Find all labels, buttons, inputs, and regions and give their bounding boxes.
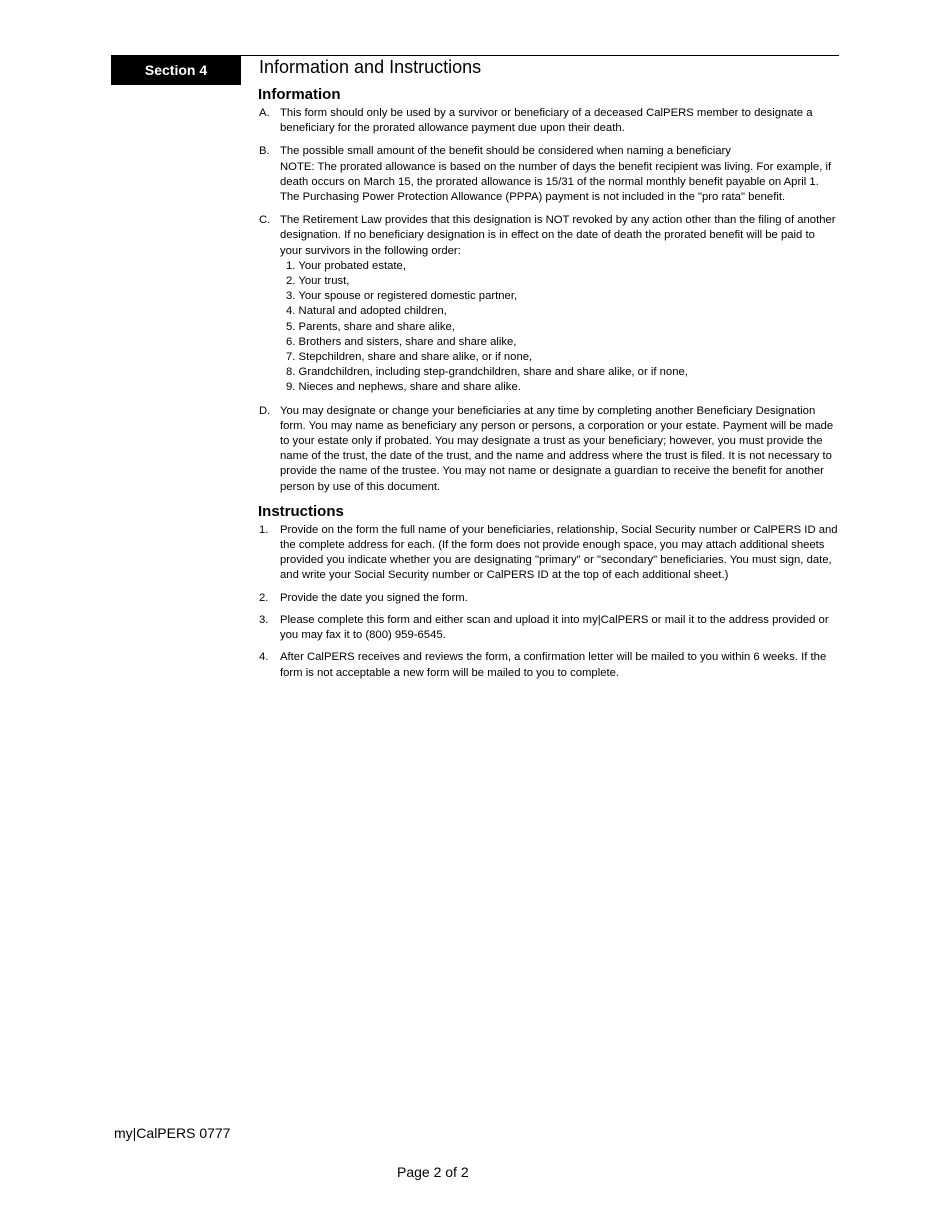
list-item: 1. Your probated estate, <box>286 259 406 272</box>
item-marker: 2. <box>259 591 269 604</box>
list-item: 3. Your spouse or registered domestic partner, <box>286 290 518 303</box>
item-marker: B. <box>259 145 270 158</box>
section-title: Information and Instructions <box>259 57 482 77</box>
information-heading: Information <box>258 86 341 103</box>
section-content <box>258 56 838 688</box>
item-marker: 1. <box>259 523 269 536</box>
item-marker: 4. <box>259 651 269 664</box>
information-item-d <box>258 404 838 495</box>
item-text: You may designate or change your beneficiaries at any time by completing another Beneficiary Designation form. You may name as beneficiary any person or persons, a corporation or your estate. Payment will be made to your estate only if probated. You may designate a trust as your beneficiary; however, you must provide the name of the trust, the date of the trust, and the name and address where the trust is filed. It is not necessary to provide the name of the trustee. You may not name or designate a guardian to receive the benefit for another person by use of this document. <box>280 404 834 493</box>
list-item: 8. Grandchildren, including step-grandchildren, share and share alike, or if none, <box>286 366 688 379</box>
instruction-item-2 <box>258 591 838 606</box>
item-marker: C. <box>259 214 271 227</box>
item-text: This form should only be used by a survivor or beneficiary of a deceased CalPERS member to designate a beneficiary for the prorated allowance payment due upon their death. <box>280 107 813 135</box>
item-text: Please complete this form and either scan and upload it into my|CalPERS or mail it to the address provided or you may fax it to (800) 959-6545. <box>280 613 829 642</box>
instruction-item-3 <box>258 613 838 643</box>
list-item: 4. Natural and adopted children, <box>286 305 447 318</box>
list-item: 5. Parents, share and share alike, <box>286 320 455 333</box>
survivor-order-list <box>280 259 838 396</box>
instruction-item-4 <box>258 650 838 680</box>
section-tab <box>111 55 241 85</box>
information-item-a <box>258 106 838 136</box>
list-item: 9. Nieces and nephews, share and share alike. <box>286 381 521 394</box>
section-tab-label: Section 4 <box>144 62 208 78</box>
item-marker: A. <box>259 107 270 119</box>
item-marker: D. <box>259 404 271 417</box>
instructions-heading: Instructions <box>258 502 344 520</box>
list-item: 2. Your trust, <box>286 275 350 288</box>
instruction-item-1 <box>258 523 838 584</box>
item-text: The Retirement Law provides that this designation is NOT revoked by any action other than the filing of another designation. If no beneficiary designation is in effect on the date of death the prorated benefit will be paid to your survivors in the following order: <box>280 214 836 257</box>
item-text: The possible small amount of the benefit should be considered when naming a beneficiary <box>280 145 731 158</box>
item-text: Provide on the form the full name of your beneficiaries, relationship, Social Security number or CalPERS ID and the complete address for each. (If the form does not provide enough space, you may attach additional sheets provided you indicate whether you are designating "primary" or "secondary" beneficiaries. You must sign, date, and write your Social Security number or CalPERS ID at the top of each additional sheet.) <box>280 523 838 582</box>
item-text: After CalPERS receives and reviews the form, a confirmation letter will be mailed to you within 6 weeks. If the form is not acceptable a new form will be mailed to you to complete. <box>280 651 827 679</box>
information-item-b <box>258 144 838 205</box>
item-marker: 3. <box>259 613 269 626</box>
information-item-c <box>258 213 838 395</box>
item-note: NOTE: The prorated allowance is based on the number of days the benefit recipient was living. For example, if death occurs on March 15, the prorated allowance is 15/31 of the normal monthly benefit payable on April 1. The Purchasing Power Protection Allowance (PPPA) payment is not included in the "pro rata" benefit. <box>280 160 832 204</box>
form-identifier: my|CalPERS 0777 <box>114 1125 231 1141</box>
item-text: Provide the date you signed the form. <box>280 591 468 604</box>
list-item: 6. Brothers and sisters, share and share alike, <box>286 335 517 348</box>
list-item: 7. Stepchildren, share and share alike, or if none, <box>286 351 533 364</box>
page-number: Page 2 of 2 <box>397 1164 469 1180</box>
